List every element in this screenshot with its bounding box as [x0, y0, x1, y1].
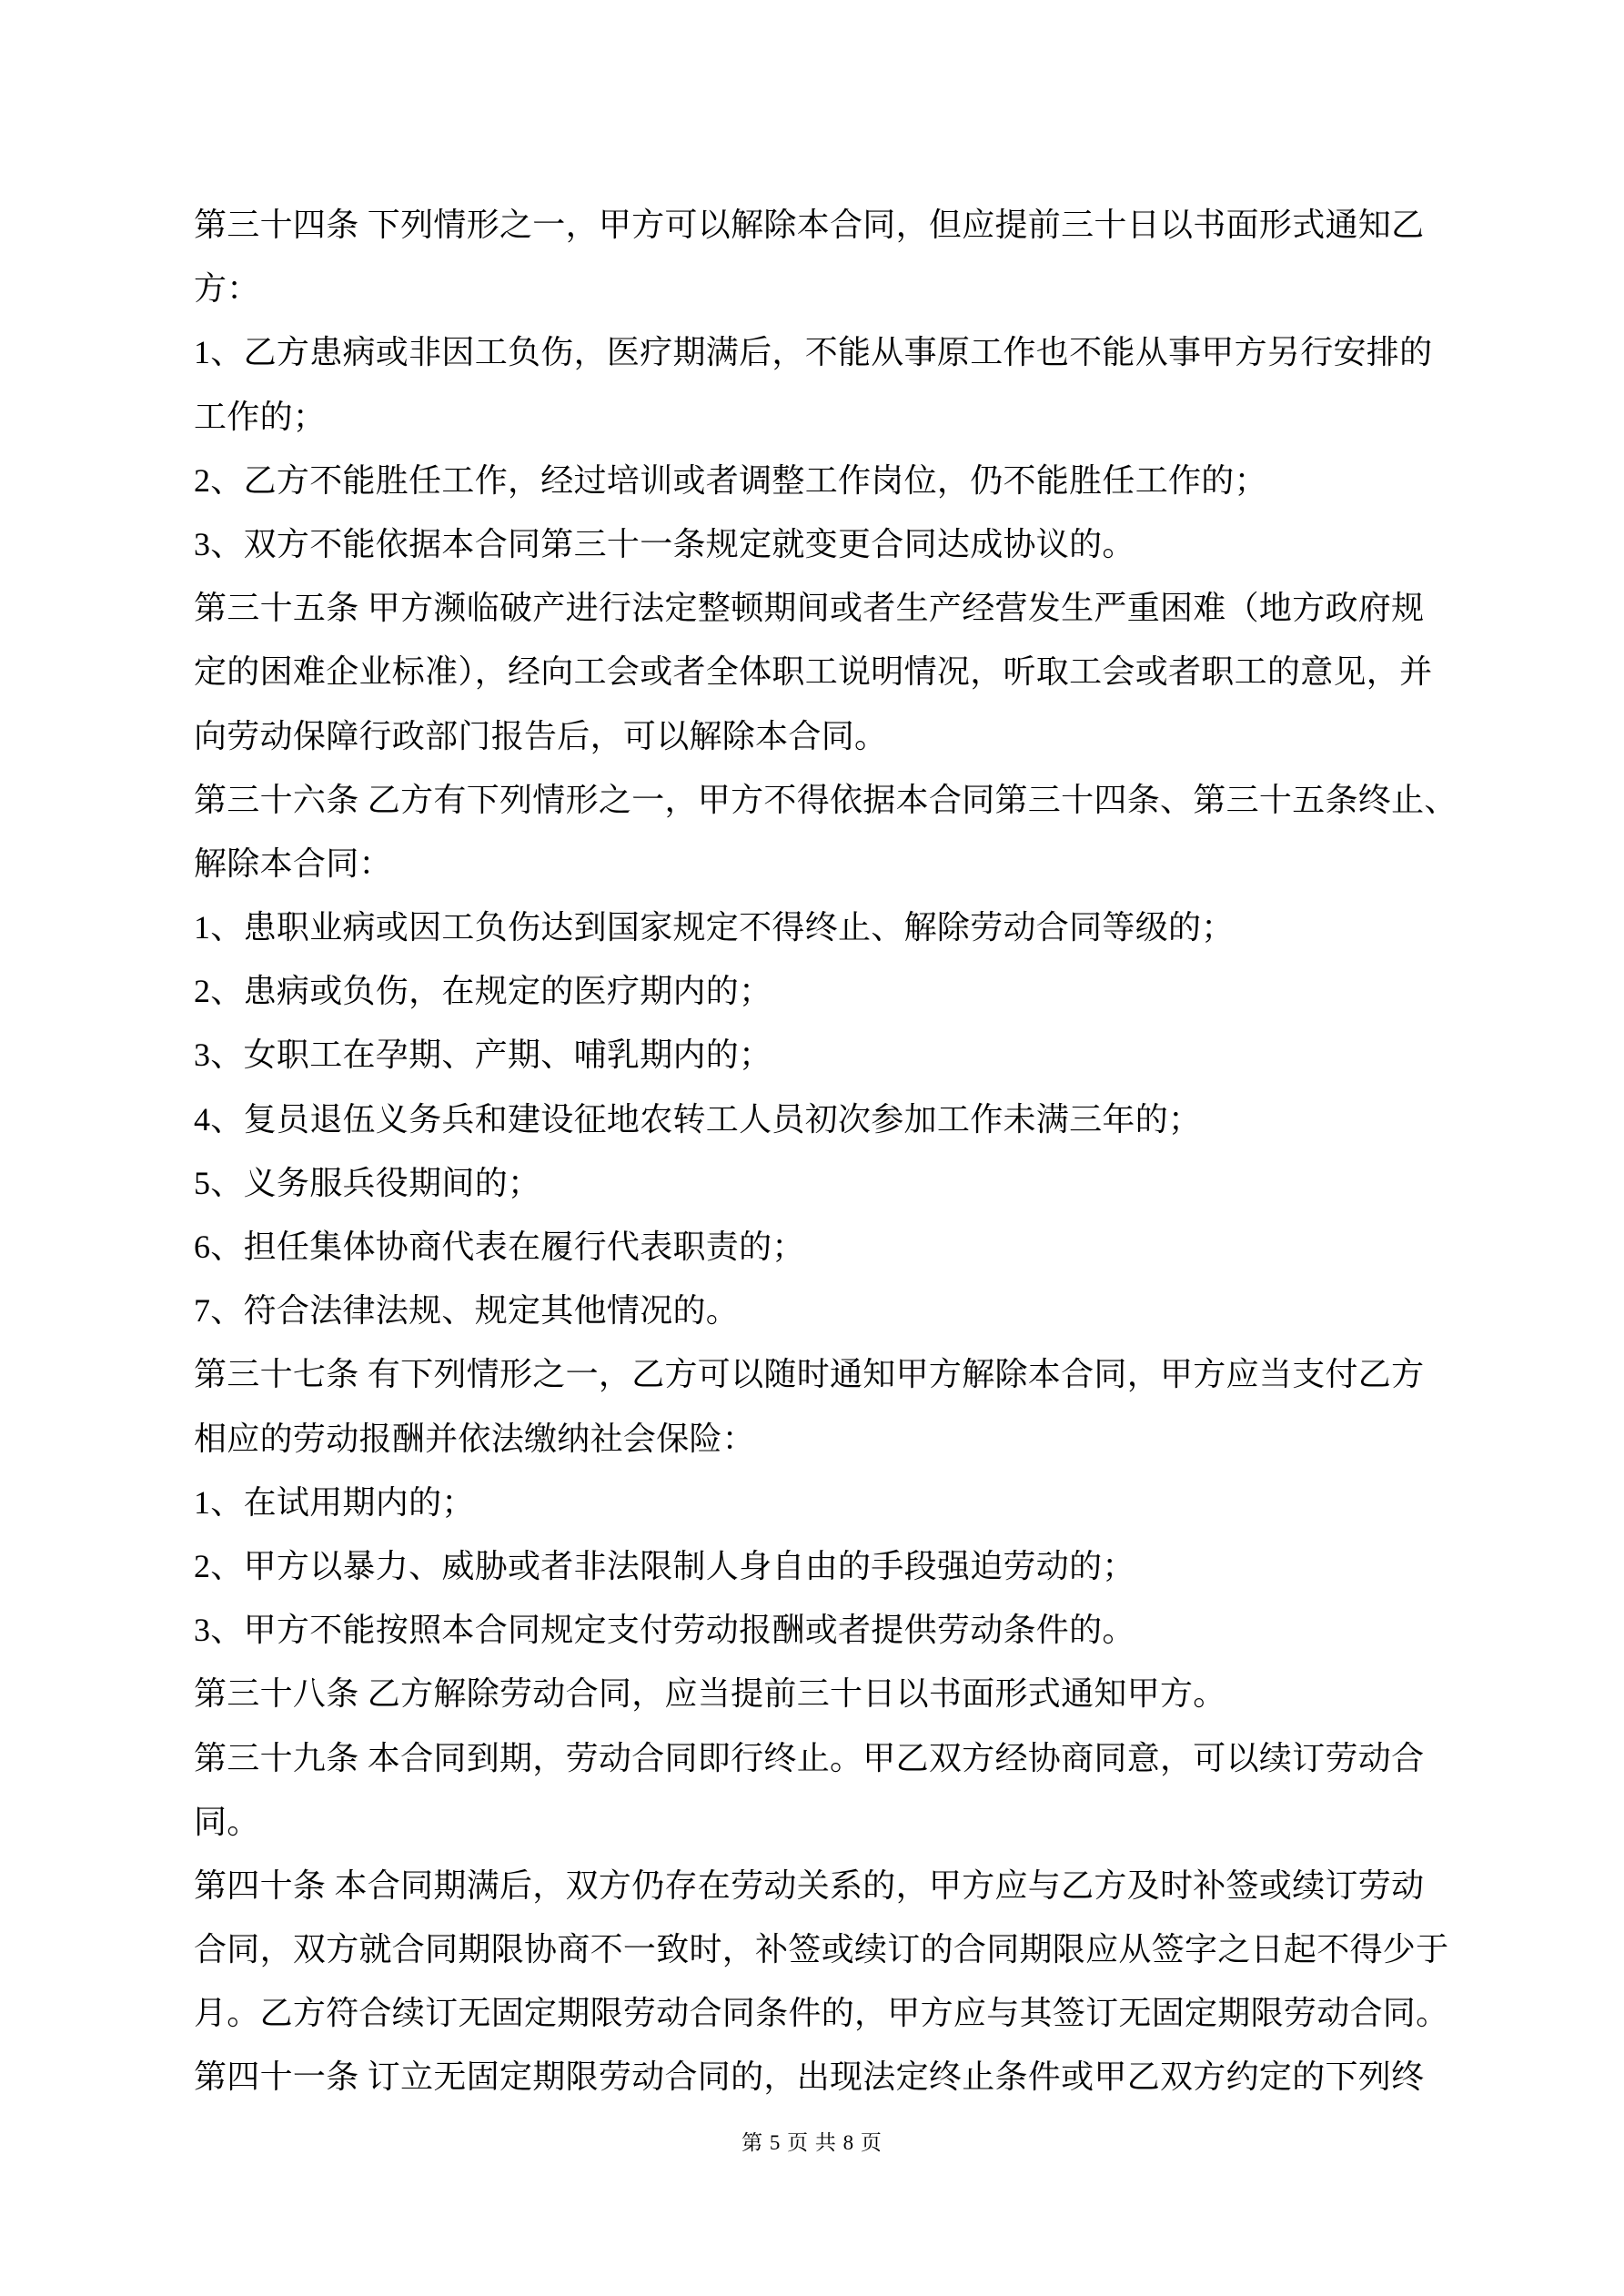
text-line: 第三十九条 本合同到期，劳动合同即行终止。甲乙双方经协商同意，可以续订劳动合	[194, 1739, 1425, 1776]
text-line: 第四十一条 订立无固定期限劳动合同的，出现法定终止条件或甲乙双方约定的下列终	[194, 2058, 1425, 2096]
text-line: 1、在试用期内的；	[194, 1483, 475, 1521]
text-line: 第三十八条 乙方解除劳动合同，应当提前三十日以书面形式通知甲方。	[194, 1675, 1226, 1713]
text-line: 第三十六条 乙方有下列情形之一，甲方不得依据本合同第三十四条、第三十五条终止、	[194, 781, 1458, 818]
text-line: 4、复员退伍义务兵和建设征地农转工人员初次参加工作未满三年的；	[194, 1100, 1202, 1138]
text-line: 3、女职工在孕期、产期、哺乳期内的；	[194, 1037, 772, 1074]
text-line: 合同，双方就合同期限协商不一致时，补签或续订的合同期限应从签字之日起不得少于	[194, 1931, 1449, 1968]
text-line: 1、患职业病或因工负伤达到国家规定不得终止、解除劳动合同等级的；	[194, 909, 1235, 946]
text-line: 3、甲方不能按照本合同规定支付劳动报酬或者提供劳动条件的。	[194, 1612, 1135, 1649]
page-number: 第 5 页 共 8 页	[741, 2131, 883, 2154]
text-line: 工作的；	[194, 398, 327, 435]
text-line: 相应的劳动报酬并依法缴纳社会保险：	[194, 1420, 756, 1457]
text-line: 第三十五条 甲方濒临破产进行法定整顿期间或者生产经营发生严重困难（地方政府规	[194, 590, 1425, 627]
text-line: 5、义务服兵役期间的；	[194, 1164, 541, 1201]
text-line: 2、甲方以暴力、威胁或者非法限制人身自由的手段强迫劳动的；	[194, 1547, 1135, 1584]
contract-text-block	[194, 193, 1468, 2109]
text-line: 月。乙方符合续订无固定期限劳动合同条件的，甲方应与其签订无固定期限劳动合同。	[194, 1995, 1449, 2032]
text-line: 同。	[194, 1803, 260, 1840]
text-line: 2、乙方不能胜任工作，经过培训或者调整工作岗位，仍不能胜任工作的；	[194, 461, 1267, 499]
text-line: 第四十条 本合同期满后，双方仍存在劳动关系的，甲方应与乙方及时补签或续订劳动	[194, 1866, 1425, 1904]
text-line: 向劳动保障行政部门报告后，可以解除本合同。	[194, 717, 888, 754]
text-line: 3、双方不能依据本合同第三十一条规定就变更合同达成协议的。	[194, 525, 1135, 562]
text-line: 7、符合法律法规、规定其他情况的。	[194, 1292, 740, 1330]
text-line: 解除本合同：	[194, 845, 392, 882]
text-line: 1、乙方患病或非因工负伤，医疗期满后，不能从事原工作也不能从事甲方另行安排的	[194, 334, 1433, 371]
text-line: 6、担任集体协商代表在履行代表职责的；	[194, 1229, 805, 1265]
text-line: 第三十七条 有下列情形之一，乙方可以随时通知甲方解除本合同，甲方应当支付乙方	[194, 1356, 1425, 1393]
text-line: 第三十四条 下列情形之一，甲方可以解除本合同，但应提前三十日以书面形式通知乙	[194, 207, 1425, 243]
text-line: 方：	[194, 270, 260, 308]
text-line: 2、患病或负伤，在规定的医疗期内的；	[194, 973, 772, 1010]
text-line: 定的困难企业标准），经向工会或者全体职工说明情况，听取工会或者职工的意见，并	[194, 653, 1433, 691]
